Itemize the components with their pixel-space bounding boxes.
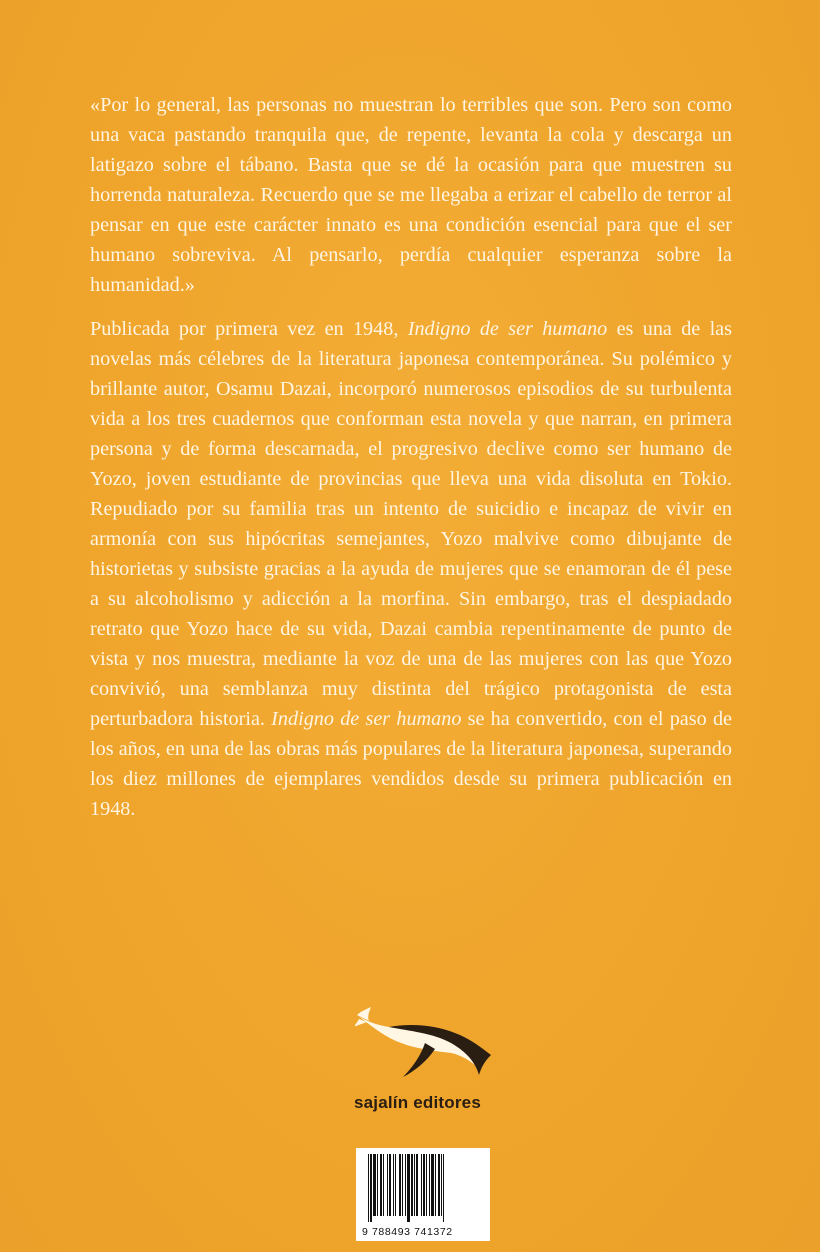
synopsis: [90, 314, 732, 824]
quote-text: «Por lo general, las personas no muestran lo terribles que son. Pero son como una vaca pastando tranquila que, de repente, levanta la cola y descarga un latigazo sobre el tábano. Basta que se dé la ocasión para que muestren su horrenda naturaleza. Recuerdo que se me llegaba a erizar el cabello de terror al pensar en que este carácter innato es una condición esencial para que el ser humano sobreviva. Al pensarlo, perdía cualquier esperanza sobre la humanidad.»: [90, 94, 732, 296]
book-title-2: Indigno de ser humano: [271, 708, 462, 730]
blurb-quote: [90, 90, 732, 300]
synopsis-paragraph: [90, 314, 732, 824]
publisher-name: sajalín editores: [354, 1093, 481, 1112]
synopsis-part-3: se ha convertido, con el paso de los años, en una de las obras más populares de la literatura japonesa, superando los diez millones de ejemplares vendidos desde su primera publicación en 1948.: [90, 708, 732, 820]
synopsis-part-1: Publicada por primera vez en 1948,: [90, 318, 408, 340]
barcode-bars: [366, 1154, 480, 1222]
isbn-number: 9 788493 741372: [362, 1226, 453, 1238]
synopsis-part-2: es una de las novelas más célebres de la literatura japonesa contemporánea. Su polémico y brillante autor, Osamu Dazai, incorporó numerosos episodios de su turbulenta vida a los tres cuadernos que conforman esta novela y que narran, en primera persona y de forma descarnada, el progresivo declive como ser humano de Yozo, joven estudiante de provincias que lleva una vida disoluta en Tokio. Repudiado por su familia tras un intento de suicidio e incapaz de vivir en armonía con sus hipócritas semejantes, Yozo malvive como dibujante de historietas y subsiste gracias a la ayuda de mujeres que se enamoran de él pese a su alcoholismo y adicción a la morfina. Sin embargo, tras el despiadado retrato que Yozo hace de su vida, Dazai cambia repentinamente de punto de vista y nos muestra, mediante la voz de una de las mujeres con las que Yozo convivió, una semblanza muy distinta del trágico protagonista de esta perturbadora historia.: [90, 318, 732, 730]
barcode: [356, 1148, 490, 1241]
book-title-1: Indigno de ser humano: [407, 318, 608, 340]
whale-icon: [355, 1005, 495, 1085]
